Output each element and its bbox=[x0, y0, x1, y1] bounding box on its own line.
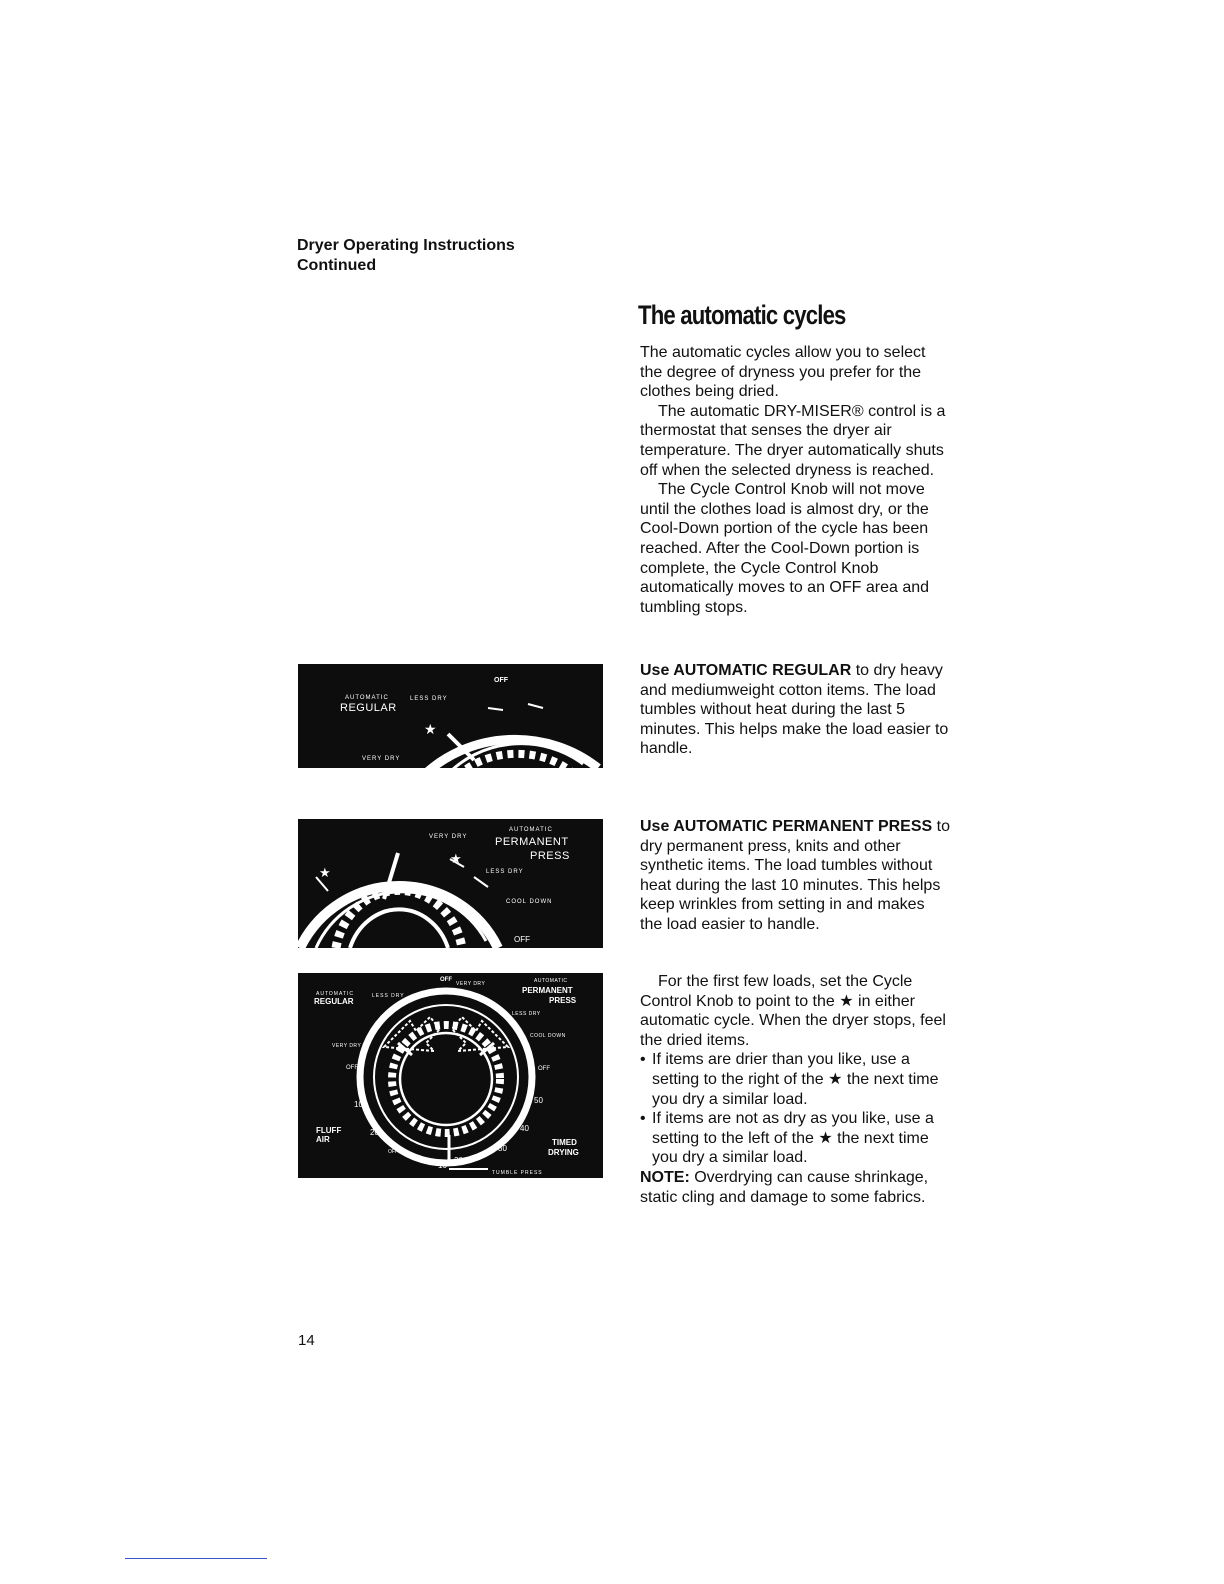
star-icon: ★ bbox=[319, 866, 331, 881]
panel2-less-dry: LESS DRY bbox=[486, 869, 524, 875]
panel2-cool-down: COOL DOWN bbox=[506, 899, 553, 905]
panel3-20-bottom: 20 bbox=[454, 1156, 463, 1165]
panel1-automatic: AUTOMATIC bbox=[345, 695, 389, 701]
note-label: NOTE: bbox=[640, 1168, 690, 1186]
permanent-lead: Use AUTOMATIC PERMANENT PRESS bbox=[640, 818, 933, 835]
permanent-paragraph bbox=[640, 817, 950, 935]
full-dial-panel bbox=[298, 973, 603, 1178]
regular-rest: to dry heavy and mediumweight cotton items. The load tumbles without heat during the last 5 minutes. This helps make the load easier to handle. bbox=[640, 662, 949, 758]
first-loads-text bbox=[640, 972, 950, 1207]
note-text: Overdrying can cause shrinkage, static cling and damage to some fabrics. bbox=[640, 1168, 929, 1206]
panel3-less-dry-left: LESS DRY bbox=[372, 993, 405, 999]
panel3-drying: DRYING bbox=[548, 1148, 579, 1157]
panel1-off: OFF bbox=[494, 677, 508, 684]
regular-text bbox=[640, 661, 950, 759]
panel2-very-dry: VERY DRY bbox=[429, 834, 468, 840]
panel3-off-left: OFF bbox=[346, 1065, 358, 1071]
panel3-timed: TIMED bbox=[552, 1138, 577, 1147]
intro-text bbox=[640, 343, 950, 617]
regular-paragraph bbox=[640, 661, 950, 759]
panel3-off-bottom: OFF bbox=[388, 1149, 398, 1155]
panel3-automatic-left: AUTOMATIC bbox=[316, 991, 354, 997]
panel3-50: 50 bbox=[534, 1096, 543, 1105]
panel3-off-right: OFF bbox=[538, 1066, 550, 1072]
panel3-off-top: OFF bbox=[440, 977, 452, 983]
panel2-off: OFF bbox=[514, 935, 530, 944]
section-header-line2: Continued bbox=[297, 257, 377, 274]
panel2-automatic: AUTOMATIC bbox=[509, 827, 553, 833]
panel1-regular: REGULAR bbox=[340, 702, 397, 714]
panel3-very-dry-left: VERY DRY bbox=[332, 1043, 362, 1049]
note-paragraph bbox=[640, 1168, 950, 1207]
panel3-20-left: 20 bbox=[370, 1128, 379, 1137]
star-icon: ★ bbox=[424, 722, 437, 738]
panel3-10-left: 10 bbox=[354, 1100, 363, 1109]
intro-paragraph-3: The Cycle Control Knob will not move until the clothes load is almost dry, or the Cool-Down portion of the cycle has been reached. After the Cool-Down portion is complete, the Cycle Control Knob automatically moves to an OFF area and tumbling stops. bbox=[640, 481, 930, 616]
panel1-less-dry: LESS DRY bbox=[410, 696, 448, 702]
panel3-automatic-right: AUTOMATIC bbox=[534, 978, 568, 984]
panel3-40: 40 bbox=[520, 1124, 529, 1133]
permanent-dial-panel bbox=[298, 819, 603, 948]
page-title: The automatic cycles bbox=[638, 300, 846, 330]
panel1-very-dry: VERY DRY bbox=[362, 756, 401, 762]
panel2-press: PRESS bbox=[530, 850, 570, 862]
panel3-very-dry-top: VERY DRY bbox=[456, 981, 486, 987]
first-loads-list bbox=[640, 1050, 950, 1168]
panel3-permanent: PERMANENT bbox=[522, 986, 573, 995]
list-item: • If items are drier than you like, use a setting to the right of the ★ the next time you dry a similar load. bbox=[640, 1050, 950, 1109]
panel3-tumble-press: TUMBLE PRESS bbox=[492, 1170, 543, 1176]
panel2-permanent: PERMANENT bbox=[495, 836, 569, 848]
permanent-text bbox=[640, 817, 950, 935]
panel3-30: 30 bbox=[498, 1144, 507, 1153]
list-item: • If items are not as dry as you like, use a setting to the left of the ★ the next time you dry a similar load. bbox=[640, 1109, 950, 1168]
section-header bbox=[297, 236, 515, 276]
intro-paragraph-1: The automatic cycles allow you to select the degree of dryness you prefer for the clothes being dried. bbox=[640, 344, 926, 401]
panel3-air: AIR bbox=[316, 1135, 330, 1144]
intro-paragraph-2: The automatic DRY-MISER® control is a thermostat that senses the dryer air temperature. The dryer automatically shuts off when the selected dryness is reached. bbox=[640, 402, 946, 479]
panel3-cool-down: COOL DOWN bbox=[530, 1033, 566, 1039]
section-header-line1: Dryer Operating Instructions bbox=[297, 237, 515, 254]
footer-divider bbox=[125, 1558, 267, 1559]
permanent-rest: to dry permanent press, knits and other synthetic items. The load tumbles without heat during the last 10 minutes. This helps keep wrinkles from setting in and makes the load easier to handle. bbox=[640, 818, 950, 933]
panel3-10-bottom: 10 bbox=[438, 1161, 447, 1170]
regular-lead: Use AUTOMATIC REGULAR bbox=[640, 662, 852, 679]
star-icon: ★ bbox=[450, 852, 462, 867]
first-loads-paragraph: For the first few loads, set the Cycle Control Knob to point to the ★ in either automatic cycle. When the dryer stops, feel the dried items. bbox=[640, 973, 946, 1049]
panel3-less-dry-right: LESS DRY bbox=[512, 1011, 541, 1017]
panel3-regular: REGULAR bbox=[314, 997, 354, 1006]
page-number: 14 bbox=[298, 1332, 315, 1349]
panel3-press: PRESS bbox=[549, 996, 577, 1005]
panel3-fluff: FLUFF bbox=[316, 1126, 342, 1135]
regular-dial-panel bbox=[298, 664, 603, 768]
